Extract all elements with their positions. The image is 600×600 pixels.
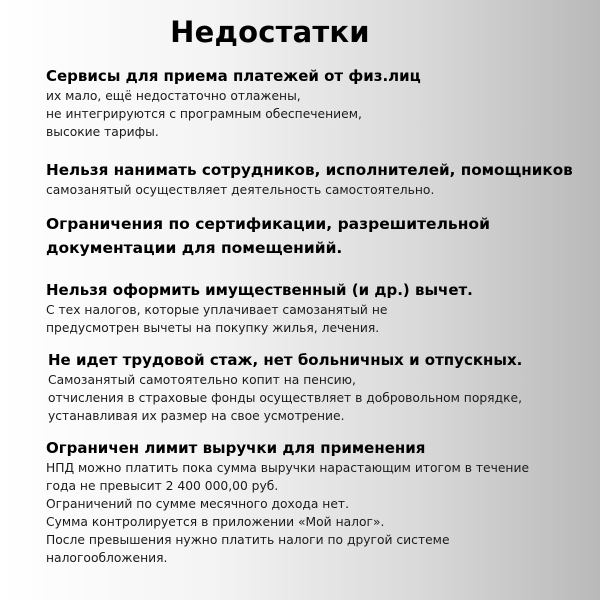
section-body [46, 181, 594, 199]
body-line: устанавливая их размер на свое усмотрение. [48, 409, 345, 423]
body-line: С тех налогов, которые уплачивает самозанятый не [46, 303, 388, 317]
section-no-tax-deduction [46, 280, 594, 337]
section-heading: Нельзя оформить имущественный (и др.) вычет. [46, 281, 473, 299]
section-body [46, 459, 594, 567]
section-no-work-experience [48, 350, 596, 425]
section-certification-limits [46, 212, 594, 260]
body-line: самозанятый осуществляет деятельность самостоятельно. [46, 183, 435, 197]
body-line: После превышения нужно платить налоги по другой системе [46, 533, 450, 547]
body-line: НПД можно платить пока сумма выручки нарастающим итогом в течение [46, 461, 530, 475]
body-line: не интегрируются с програмным обеспечением, [46, 107, 362, 121]
body-line: Ограничений по сумме месячного дохода нет. [46, 497, 349, 511]
section-body [46, 87, 594, 141]
body-line: их мало, ещё недостаточно отлажены, [46, 89, 301, 103]
section-revenue-limit [46, 438, 594, 567]
body-line: высокие тарифы. [46, 125, 159, 139]
body-line: Самозанятый самотоятельно копит на пенсию, [48, 373, 356, 387]
body-line: Сумма контролируется в приложении «Мой налог». [46, 515, 385, 529]
body-line: года не превысит 2 400 000,00 руб. [46, 479, 279, 493]
section-heading: Нельзя нанимать сотрудников, исполнителей, помощников [46, 161, 573, 179]
page-title: Недостатки [170, 15, 370, 49]
section-heading-line: Ограничения по сертификации, разрешительной [46, 215, 490, 233]
body-line: предусмотрен вычеты на покупку жилья, лечения. [46, 321, 380, 335]
body-line: отчисления в страховые фонды осуществляет в добровольном порядке, [48, 391, 522, 405]
body-line: налогообложения. [46, 551, 168, 565]
section-heading: Не идет трудовой стаж, нет больничных и отпускных. [48, 351, 523, 369]
section-heading [46, 212, 594, 260]
section-body [48, 371, 596, 425]
section-no-employees [46, 160, 594, 199]
section-heading: Сервисы для приема платежей от физ.лиц [46, 67, 421, 85]
section-payment-services [46, 66, 594, 141]
section-heading-line: документации для помещенийй. [46, 239, 343, 257]
section-heading: Ограничен лимит выручки для применения [46, 439, 426, 457]
section-body [46, 301, 594, 337]
